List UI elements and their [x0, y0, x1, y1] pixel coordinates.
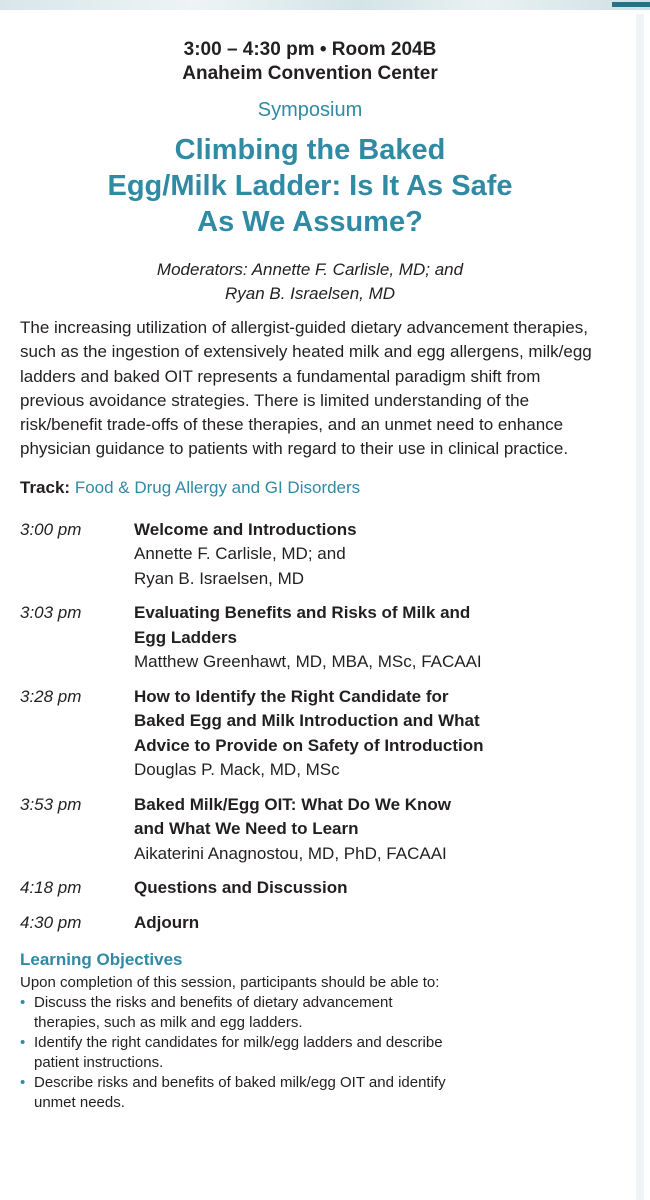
top-decorative-strip — [0, 0, 650, 10]
objective-line: therapies, such as milk and egg ladders. — [34, 1014, 303, 1032]
agenda-speaker: Annette F. Carlisle, MD; and — [134, 544, 346, 564]
agenda-row — [20, 911, 600, 936]
agenda-title-line: Egg Ladders — [134, 627, 237, 647]
agenda-speaker: Ryan B. Israelsen, MD — [134, 568, 305, 588]
agenda-title-line: Baked Egg and Milk Introduction and What — [134, 711, 480, 731]
agenda-time: 4:18 pm — [20, 878, 82, 898]
right-margin-rule — [636, 14, 644, 1200]
objective-line: Describe risks and benefits of baked milk/egg OIT and identify — [34, 1074, 446, 1092]
learning-objectives-heading: Learning Objectives — [20, 950, 183, 970]
bullet-icon: • — [20, 994, 26, 1012]
agenda-speaker: Matthew Greenhawt, MD, MBA, MSc, FACAAI — [134, 652, 482, 672]
session-type: Symposium — [257, 99, 363, 121]
session-title — [20, 132, 600, 240]
top-accent-bar — [612, 2, 650, 7]
bullet-icon: • — [20, 1034, 26, 1052]
agenda-row — [20, 601, 600, 675]
objective-line: patient instructions. — [34, 1054, 164, 1072]
agenda-row — [20, 793, 600, 867]
track-line — [20, 476, 600, 500]
track-label: Track: — [20, 477, 71, 497]
session-page — [20, 38, 600, 1113]
agenda-time: 3:53 pm — [20, 794, 82, 814]
agenda-title-line: and What We Need to Learn — [134, 819, 359, 839]
agenda-row — [20, 518, 600, 592]
objective-line: unmet needs. — [34, 1094, 125, 1112]
agenda — [20, 518, 600, 936]
venue-line: Anaheim Convention Center — [182, 63, 438, 84]
agenda-title-line: Evaluating Benefits and Risks of Milk and — [134, 603, 471, 623]
agenda-title: Welcome and Introductions — [134, 519, 357, 539]
agenda-time: 3:00 pm — [20, 519, 82, 539]
track-link[interactable]: Food & Drug Allergy and GI Disorders — [74, 477, 361, 497]
objectives-intro: Upon completion of this session, participants should be able to: — [20, 974, 440, 992]
agenda-row — [20, 685, 600, 783]
session-title-line: Climbing the Baked — [174, 134, 446, 166]
agenda-time: 4:30 pm — [20, 912, 82, 932]
objective-line: Discuss the risks and benefits of dietary advancement — [34, 994, 393, 1012]
session-title-line: As We Assume? — [197, 206, 423, 238]
agenda-row — [20, 876, 600, 901]
moderators-line: Moderators: Annette F. Carlisle, MD; and — [156, 260, 464, 279]
session-header — [20, 38, 600, 306]
objective-item — [20, 993, 600, 1033]
objective-item — [20, 1073, 600, 1113]
moderators — [20, 258, 600, 306]
session-title-line: Egg/Milk Ladder: Is It As Safe — [107, 170, 513, 202]
agenda-title-line: Baked Milk/Egg OIT: What Do We Know — [134, 794, 452, 814]
moderators-line: Ryan B. Israelsen, MD — [224, 284, 396, 303]
agenda-title: Questions and Discussion — [134, 878, 348, 898]
agenda-speaker: Douglas P. Mack, MD, MSc — [134, 760, 340, 780]
session-description: The increasing utilization of allergist-guided dietary advancement therapies, such as the ingestion of extensively heated milk and egg allergens, milk/egg ladders and baked OIT represents a fundamental paradigm shift from previous avoidance strategies. There is limited understanding of the risk/benefit trade-offs of these therapies, and an unmet need to enhance physician guidance to patients with regard to their use in clinical practice. — [20, 318, 592, 459]
agenda-title — [134, 793, 600, 842]
agenda-speaker: Aikaterini Anagnostou, MD, PhD, FACAAI — [134, 843, 447, 863]
bullet-icon: • — [20, 1074, 26, 1092]
agenda-title — [134, 601, 600, 650]
agenda-title — [134, 685, 600, 759]
agenda-title: Adjourn — [134, 912, 200, 932]
objective-line: Identify the right candidates for milk/egg ladders and describe — [34, 1034, 443, 1052]
agenda-time: 3:03 pm — [20, 603, 82, 623]
agenda-time: 3:28 pm — [20, 686, 82, 706]
objectives-list — [20, 993, 600, 1113]
time-room-line: 3:00 – 4:30 pm • Room 204B — [183, 39, 437, 60]
objective-item — [20, 1033, 600, 1073]
agenda-title-line: Advice to Provide on Safety of Introduction — [134, 735, 484, 755]
agenda-title-line: How to Identify the Right Candidate for — [134, 686, 449, 706]
